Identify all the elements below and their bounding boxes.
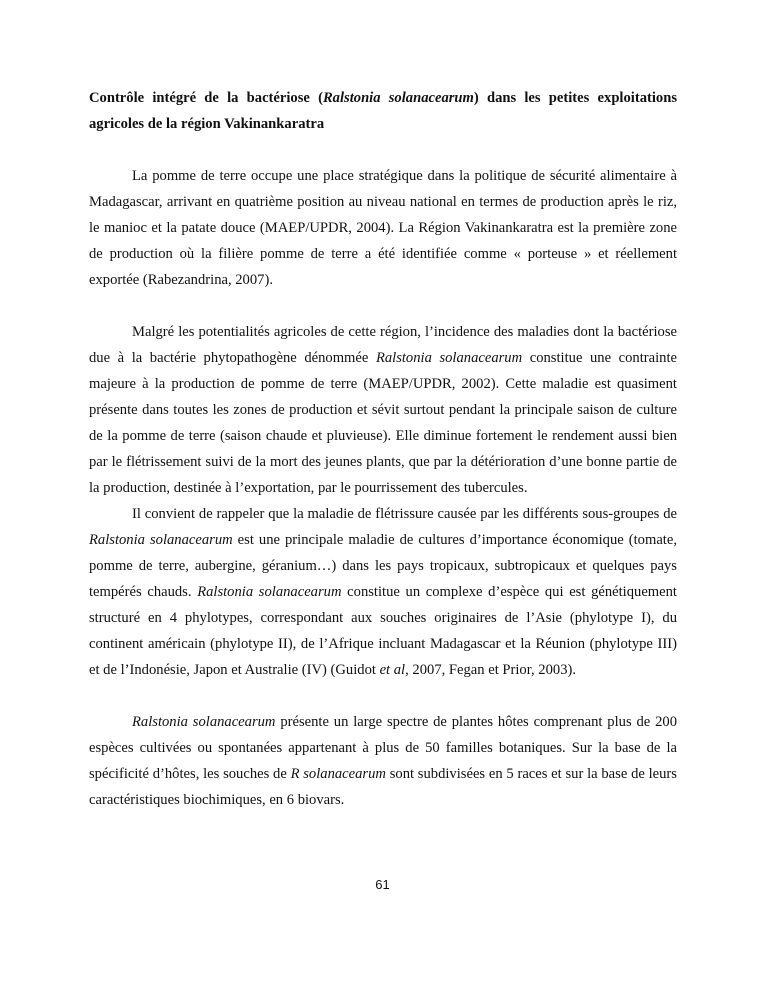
paragraph-2 [89,319,677,501]
paragraph-1-text: La pomme de terre occupe une place stratégique dans la politique de sécurité alimentaire à Madagascar, arrivant en quatrième position au niveau national en termes de production après le riz, le manioc et la patate douce (MAEP/UPDR, 2004). La Région Vakinankaratra est la première zone de production où la filière pomme de terre a été identifiée comme « porteuse » et réellement exportée (Rabezandrina, 2007). [89,168,677,288]
paragraph-4-text-a: présente un large spectre de plantes hôtes comprenant plus de 200 espèces cultivées ou spontanées appartenant à plus de 50 familles botaniques. Sur la base de la spécificité d’hôtes, les souches de [89,714,677,782]
section-title [89,85,677,137]
paragraph-3-species-1: Ralstonia solanacearum [89,532,233,548]
title-species: Ralstonia solanacearum [322,90,474,106]
paragraph-3-text-d: , 2007, Fegan et Prior, 2003). [405,662,576,678]
paragraph-4-text-b: sont subdivisées en 5 races et sur la base de leurs caractéristiques biochimiques, en 6 biovars. [89,766,677,808]
paragraph-3-citation-etal: et al [379,662,406,678]
paragraph-4-species-1: Ralstonia solanacearum [132,714,276,730]
spacer [89,293,677,319]
spacer [89,137,677,163]
paragraph-4-species-2: R solanacearum [290,766,386,782]
paragraph-3 [89,501,677,683]
page-content [89,85,677,813]
page-number: 61 [375,877,390,892]
paragraph-3-text-b: est une principale maladie de cultures d’importance économique (tomate, pomme de terre, aubergine, géranium…) dans les pays tropicaux, subtropicaux et quelques pays tempérés chauds. [89,532,677,600]
paragraph-2-text-a: Malgré les potentialités agricoles de cette région, l’incidence des maladies dont la bactériose due à la bactérie phytopathogène dénommée [89,324,677,366]
paragraph-1 [89,163,677,293]
paragraph-2-species: Ralstonia solanacearum [375,350,523,366]
title-text-end: ) dans les petites exploitations agricoles de la région Vakinankaratra [89,90,677,132]
paragraph-3-species-2: Ralstonia solanacearum [197,584,342,600]
spacer [89,683,677,709]
paragraph-2-text-b: constitue une contrainte majeure à la production de pomme de terre (MAEP/UPDR, 2002). Cette maladie est quasiment présente dans toutes les zones de production et sévit surtout pendant la principale saison de culture de la pomme de terre (saison chaude et pluvieuse). Elle diminue fortement le rendement aussi bien par le flétrissement suivi de la mort des jeunes plants, que par la détérioration d’une bonne partie de la production, destinée à l’exportation, par le pourrissement des tubercules. [89,350,677,496]
title-text-start: Contrôle intégré de la bactériose ( [89,90,323,106]
paragraph-4 [89,709,677,813]
paragraph-3-text-c: constitue un complexe d’espèce qui est génétiquement structuré en 4 phylotypes, correspondant aux souches originaires de l’Asie (phylotype I), du continent américain (phylotype II), de l’Afrique incluant Madagascar et la Réunion (phylotype III) et de l’Indonésie, Japon et Australie (IV) (Guidot [89,584,677,678]
paragraph-3-text-a: Il convient de rappeler que la maladie de flétrissure causée par les différents sous-groupes de [132,506,677,522]
